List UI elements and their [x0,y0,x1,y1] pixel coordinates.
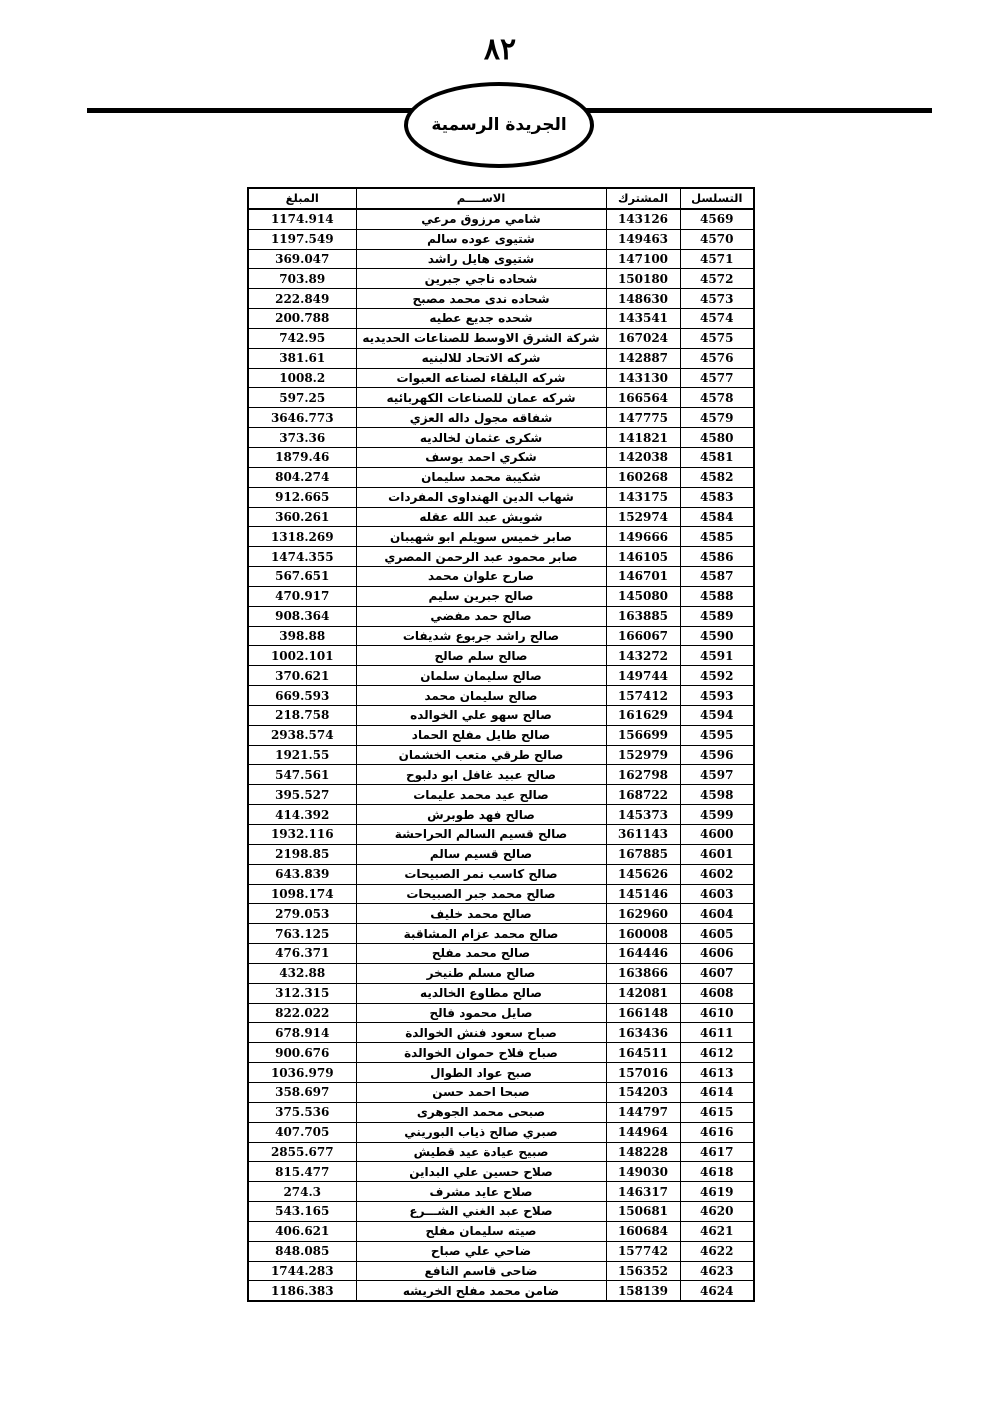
name-cell: ضاحي علي صباح [356,1241,606,1261]
table-row [248,289,754,309]
amount-cell: 274.3 [248,1182,356,1202]
amount-cell: 2938.574 [248,725,356,745]
amount-cell: 312.315 [248,983,356,1003]
table-row [248,1082,754,1102]
amount-cell: 470.917 [248,586,356,606]
serial-cell: 4603 [680,884,754,904]
amount-cell: 1002.101 [248,646,356,666]
serial-cell: 4615 [680,1102,754,1122]
subscriber-cell: 148630 [606,289,680,309]
table-row [248,249,754,269]
amount-cell: 597.25 [248,388,356,408]
amount-cell: 398.88 [248,626,356,646]
name-cell: صالح حمد مفضي [356,606,606,626]
serial-cell: 4582 [680,467,754,487]
subscriber-cell: 166564 [606,388,680,408]
amount-cell: 1036.979 [248,1063,356,1083]
table-row [248,1043,754,1063]
amount-cell: 912.665 [248,487,356,507]
name-cell: صايل محمود فالح [356,1003,606,1023]
table-row [248,666,754,686]
serial-cell: 4622 [680,1241,754,1261]
table-row [248,864,754,884]
table-row [248,844,754,864]
subscriber-cell: 143130 [606,368,680,388]
table-row [248,586,754,606]
amount-cell: 678.914 [248,1023,356,1043]
subscriber-cell: 143175 [606,487,680,507]
amount-cell: 1318.269 [248,527,356,547]
subscriber-cell: 144964 [606,1122,680,1142]
serial-cell: 4581 [680,447,754,467]
amount-cell: 848.085 [248,1241,356,1261]
amount-cell: 432.88 [248,963,356,983]
page-number: ٨٢ [483,32,517,67]
subscriber-cell: 146105 [606,547,680,567]
subscriber-cell: 157016 [606,1063,680,1083]
table-row [248,1281,754,1301]
name-cell: صبح عواد الطوال [356,1063,606,1083]
ledger-table-container [247,187,753,1302]
name-cell: شويش عبد الله عقله [356,507,606,527]
serial-cell: 4573 [680,289,754,309]
name-cell: صارح علوان محمد [356,567,606,587]
name-cell: صلاح حسين علي البداين [356,1162,606,1182]
subscriber-cell: 144797 [606,1102,680,1122]
name-cell: شفاقه مجول داله العزي [356,408,606,428]
serial-cell: 4620 [680,1202,754,1222]
serial-cell: 4579 [680,408,754,428]
amount-cell: 381.61 [248,348,356,368]
subscriber-cell: 142038 [606,447,680,467]
table-row [248,765,754,785]
subscriber-cell: 157412 [606,686,680,706]
subscriber-cell: 163436 [606,1023,680,1043]
serial-cell: 4604 [680,904,754,924]
name-cell: صابر خميس سويلم ابو شهيبان [356,527,606,547]
name-cell: شامي مرزوق مرعي [356,209,606,229]
serial-cell: 4583 [680,487,754,507]
amount-cell: 3646.773 [248,408,356,428]
name-cell: شتيوى هايل راشد [356,249,606,269]
amount-cell: 1008.2 [248,368,356,388]
serial-cell: 4601 [680,844,754,864]
serial-cell: 4608 [680,983,754,1003]
table-row [248,646,754,666]
subscriber-cell: 164446 [606,944,680,964]
table-row [248,606,754,626]
table-row [248,1162,754,1182]
name-cell: صالح قسيم السالم الحراحشة [356,825,606,845]
serial-cell: 4614 [680,1082,754,1102]
name-cell: صالح محمد جبر الصبيحات [356,884,606,904]
table-row [248,944,754,964]
amount-cell: 822.022 [248,1003,356,1023]
serial-cell: 4606 [680,944,754,964]
name-cell: صيته سليمان مفلح [356,1221,606,1241]
name-cell: صالح سليمان سلمان [356,666,606,686]
name-cell: شحاده ندى محمد مصبح [356,289,606,309]
serial-cell: 4610 [680,1003,754,1023]
subscriber-cell: 150180 [606,269,680,289]
serial-cell: 4619 [680,1182,754,1202]
amount-cell: 669.593 [248,686,356,706]
serial-cell: 4599 [680,805,754,825]
name-cell: شركه الاتحاد للالبنيه [356,348,606,368]
amount-cell: 567.651 [248,567,356,587]
name-cell: صلاح عايد مشرف [356,1182,606,1202]
serial-cell: 4596 [680,745,754,765]
subscriber-cell: 142887 [606,348,680,368]
amount-cell: 2198.85 [248,844,356,864]
name-cell: صباح سعود فنش الخوالدة [356,1023,606,1043]
table-row [248,705,754,725]
serial-cell: 4589 [680,606,754,626]
table-row [248,745,754,765]
name-cell: صالح محمد مفلح [356,944,606,964]
table-row [248,507,754,527]
subscriber-cell: 145373 [606,805,680,825]
serial-cell: 4624 [680,1281,754,1301]
name-cell: صبيح عيادة عيد قطيش [356,1142,606,1162]
amount-cell: 900.676 [248,1043,356,1063]
serial-cell: 4593 [680,686,754,706]
amount-cell: 222.849 [248,289,356,309]
name-cell: شتيوى عوده سالم [356,229,606,249]
amount-cell: 543.165 [248,1202,356,1222]
subscriber-cell: 160008 [606,924,680,944]
amount-cell: 1879.46 [248,447,356,467]
gazette-title-oval [404,82,594,168]
table-row [248,209,754,229]
serial-cell: 4594 [680,705,754,725]
subscriber-cell: 160268 [606,467,680,487]
subscriber-cell: 145626 [606,864,680,884]
table-row [248,924,754,944]
name-cell: صالح راشد جربوع شديفات [356,626,606,646]
subscriber-cell: 152979 [606,745,680,765]
name-cell: شركة الشرق الاوسط للصناعات الحديديه [356,328,606,348]
subscriber-cell: 162798 [606,765,680,785]
subscriber-cell: 154203 [606,1082,680,1102]
name-cell: صابر محمود عبد الرحمن المصري [356,547,606,567]
gazette-title: الجريدة الرسمية [431,115,567,135]
name-cell: شهاب الدين الهنداوى المفردات [356,487,606,507]
amount-cell: 547.561 [248,765,356,785]
amount-cell: 742.95 [248,328,356,348]
serial-cell: 4597 [680,765,754,785]
name-cell: شكيبة محمد سليمان [356,467,606,487]
serial-cell: 4607 [680,963,754,983]
serial-cell: 4585 [680,527,754,547]
table-row [248,447,754,467]
table-row [248,1023,754,1043]
table-row [248,467,754,487]
amount-cell: 218.758 [248,705,356,725]
name-cell: صلاح عبد الغني الشـــرع [356,1202,606,1222]
serial-cell: 4618 [680,1162,754,1182]
subscriber-cell: 148228 [606,1142,680,1162]
name-cell: صالح مطاوع الخالديه [356,983,606,1003]
subscriber-cell: 146701 [606,567,680,587]
subscriber-cell: 167885 [606,844,680,864]
table-row [248,626,754,646]
amount-cell: 369.047 [248,249,356,269]
serial-cell: 4587 [680,567,754,587]
serial-cell: 4598 [680,785,754,805]
table-row [248,1202,754,1222]
serial-cell: 4590 [680,626,754,646]
subscriber-cell: 145080 [606,586,680,606]
amount-cell: 406.621 [248,1221,356,1241]
table-row [248,904,754,924]
name-cell: شركه البلقاء لصناعه العبوات [356,368,606,388]
table-row [248,229,754,249]
column-header-serial: التسلسل [680,188,754,209]
table-row [248,1142,754,1162]
table-row [248,805,754,825]
subscriber-cell: 167024 [606,328,680,348]
serial-cell: 4623 [680,1261,754,1281]
subscriber-cell: 166067 [606,626,680,646]
serial-cell: 4578 [680,388,754,408]
name-cell: صالح طايل مفلح الحماد [356,725,606,745]
table-row [248,1063,754,1083]
name-cell: صبحى محمد الجوهرى [356,1102,606,1122]
amount-cell: 1186.383 [248,1281,356,1301]
amount-cell: 414.392 [248,805,356,825]
amount-cell: 703.89 [248,269,356,289]
serial-cell: 4569 [680,209,754,229]
serial-cell: 4580 [680,428,754,448]
subscriber-cell: 156699 [606,725,680,745]
name-cell: صالح سليمان محمد [356,686,606,706]
serial-cell: 4611 [680,1023,754,1043]
subscriber-cell: 143126 [606,209,680,229]
subscriber-cell: 143541 [606,309,680,329]
serial-cell: 4595 [680,725,754,745]
table-row [248,1003,754,1023]
name-cell: صالح عبيد غافل ابو دلبوح [356,765,606,785]
subscriber-cell: 152974 [606,507,680,527]
amount-cell: 279.053 [248,904,356,924]
serial-cell: 4605 [680,924,754,944]
subscriber-cell: 149030 [606,1162,680,1182]
amount-cell: 1098.174 [248,884,356,904]
name-cell: صالح فهد طوبرش [356,805,606,825]
serial-cell: 4621 [680,1221,754,1241]
amount-cell: 373.36 [248,428,356,448]
subscriber-cell: 146317 [606,1182,680,1202]
table-row [248,686,754,706]
serial-cell: 4612 [680,1043,754,1063]
table-row [248,825,754,845]
name-cell: صالح كاسب نمر الصبيحات [356,864,606,884]
table-body [248,209,754,1301]
table-row [248,963,754,983]
serial-cell: 4588 [680,586,754,606]
amount-cell: 908.364 [248,606,356,626]
serial-cell: 4616 [680,1122,754,1142]
subscriber-cell: 163885 [606,606,680,626]
subscriber-cell: 164511 [606,1043,680,1063]
subscriber-cell: 142081 [606,983,680,1003]
name-cell: صالح محمد خليف [356,904,606,924]
table-row [248,348,754,368]
amount-cell: 804.274 [248,467,356,487]
amount-cell: 370.621 [248,666,356,686]
serial-cell: 4576 [680,348,754,368]
name-cell: صالح قسيم سالم [356,844,606,864]
serial-cell: 4613 [680,1063,754,1083]
serial-cell: 4602 [680,864,754,884]
name-cell: صبحا احمد حسن [356,1082,606,1102]
name-cell: ضامن محمد مفلح الخريشه [356,1281,606,1301]
name-cell: صالح محمد عزام المشاقبة [356,924,606,944]
table-row [248,1182,754,1202]
table-row [248,328,754,348]
column-header-name: الاســــم [356,188,606,209]
ledger-table [247,187,755,1302]
amount-cell: 1932.116 [248,825,356,845]
name-cell: صالح جبرين سليم [356,586,606,606]
name-cell: صبري صالح ذياب البوريني [356,1122,606,1142]
subscriber-cell: 145146 [606,884,680,904]
amount-cell: 1174.914 [248,209,356,229]
serial-cell: 4574 [680,309,754,329]
amount-cell: 476.371 [248,944,356,964]
subscriber-cell: 163866 [606,963,680,983]
amount-cell: 643.839 [248,864,356,884]
amount-cell: 200.788 [248,309,356,329]
name-cell: شكري احمد يوسف [356,447,606,467]
name-cell: صباح فلاح حموان الخوالدة [356,1043,606,1063]
table-row [248,428,754,448]
subscriber-cell: 161629 [606,705,680,725]
table-row [248,309,754,329]
subscriber-cell: 143272 [606,646,680,666]
serial-cell: 4592 [680,666,754,686]
amount-cell: 1474.355 [248,547,356,567]
subscriber-cell: 160684 [606,1221,680,1241]
name-cell: شحده جديع عطيه [356,309,606,329]
table-row [248,1102,754,1122]
subscriber-cell: 149666 [606,527,680,547]
amount-cell: 1744.283 [248,1261,356,1281]
serial-cell: 4600 [680,825,754,845]
table-row [248,567,754,587]
subscriber-cell: 168722 [606,785,680,805]
name-cell: شركه عمان للصناعات الكهربائيه [356,388,606,408]
amount-cell: 407.705 [248,1122,356,1142]
amount-cell: 358.697 [248,1082,356,1102]
table-row [248,368,754,388]
subscriber-cell: 166148 [606,1003,680,1023]
serial-cell: 4571 [680,249,754,269]
amount-cell: 2855.677 [248,1142,356,1162]
column-header-subscriber: المشترك [606,188,680,209]
subscriber-cell: 147775 [606,408,680,428]
amount-cell: 763.125 [248,924,356,944]
serial-cell: 4572 [680,269,754,289]
table-row [248,269,754,289]
name-cell: شكرى عثمان لخالديه [356,428,606,448]
table-row [248,527,754,547]
column-header-amount: المبلغ [248,188,356,209]
table-row [248,884,754,904]
amount-cell: 815.477 [248,1162,356,1182]
table-row [248,1241,754,1261]
table-row [248,1261,754,1281]
serial-cell: 4586 [680,547,754,567]
serial-cell: 4575 [680,328,754,348]
name-cell: صالح مسلم طنيخر [356,963,606,983]
name-cell: صالح سلم صالح [356,646,606,666]
serial-cell: 4617 [680,1142,754,1162]
table-header-row [248,188,754,209]
name-cell: ضاحى قاسم النافع [356,1261,606,1281]
table-row [248,547,754,567]
serial-cell: 4577 [680,368,754,388]
subscriber-cell: 361143 [606,825,680,845]
serial-cell: 4584 [680,507,754,527]
subscriber-cell: 158139 [606,1281,680,1301]
subscriber-cell: 149744 [606,666,680,686]
table-row [248,785,754,805]
name-cell: صالح عيد محمد عليمات [356,785,606,805]
serial-cell: 4570 [680,229,754,249]
name-cell: صالح سهو علي الخوالده [356,705,606,725]
subscriber-cell: 150681 [606,1202,680,1222]
subscriber-cell: 149463 [606,229,680,249]
table-row [248,408,754,428]
table-row [248,983,754,1003]
subscriber-cell: 147100 [606,249,680,269]
subscriber-cell: 141821 [606,428,680,448]
table-row [248,725,754,745]
subscriber-cell: 156352 [606,1261,680,1281]
serial-cell: 4591 [680,646,754,666]
amount-cell: 395.527 [248,785,356,805]
table-row [248,487,754,507]
subscriber-cell: 162960 [606,904,680,924]
name-cell: صالح طرقي متعب الخشمان [356,745,606,765]
table-row [248,1221,754,1241]
table-row [248,388,754,408]
amount-cell: 360.261 [248,507,356,527]
amount-cell: 1921.55 [248,745,356,765]
amount-cell: 375.536 [248,1102,356,1122]
amount-cell: 1197.549 [248,229,356,249]
name-cell: شحاده ناجي جبرين [356,269,606,289]
table-row [248,1122,754,1142]
subscriber-cell: 157742 [606,1241,680,1261]
